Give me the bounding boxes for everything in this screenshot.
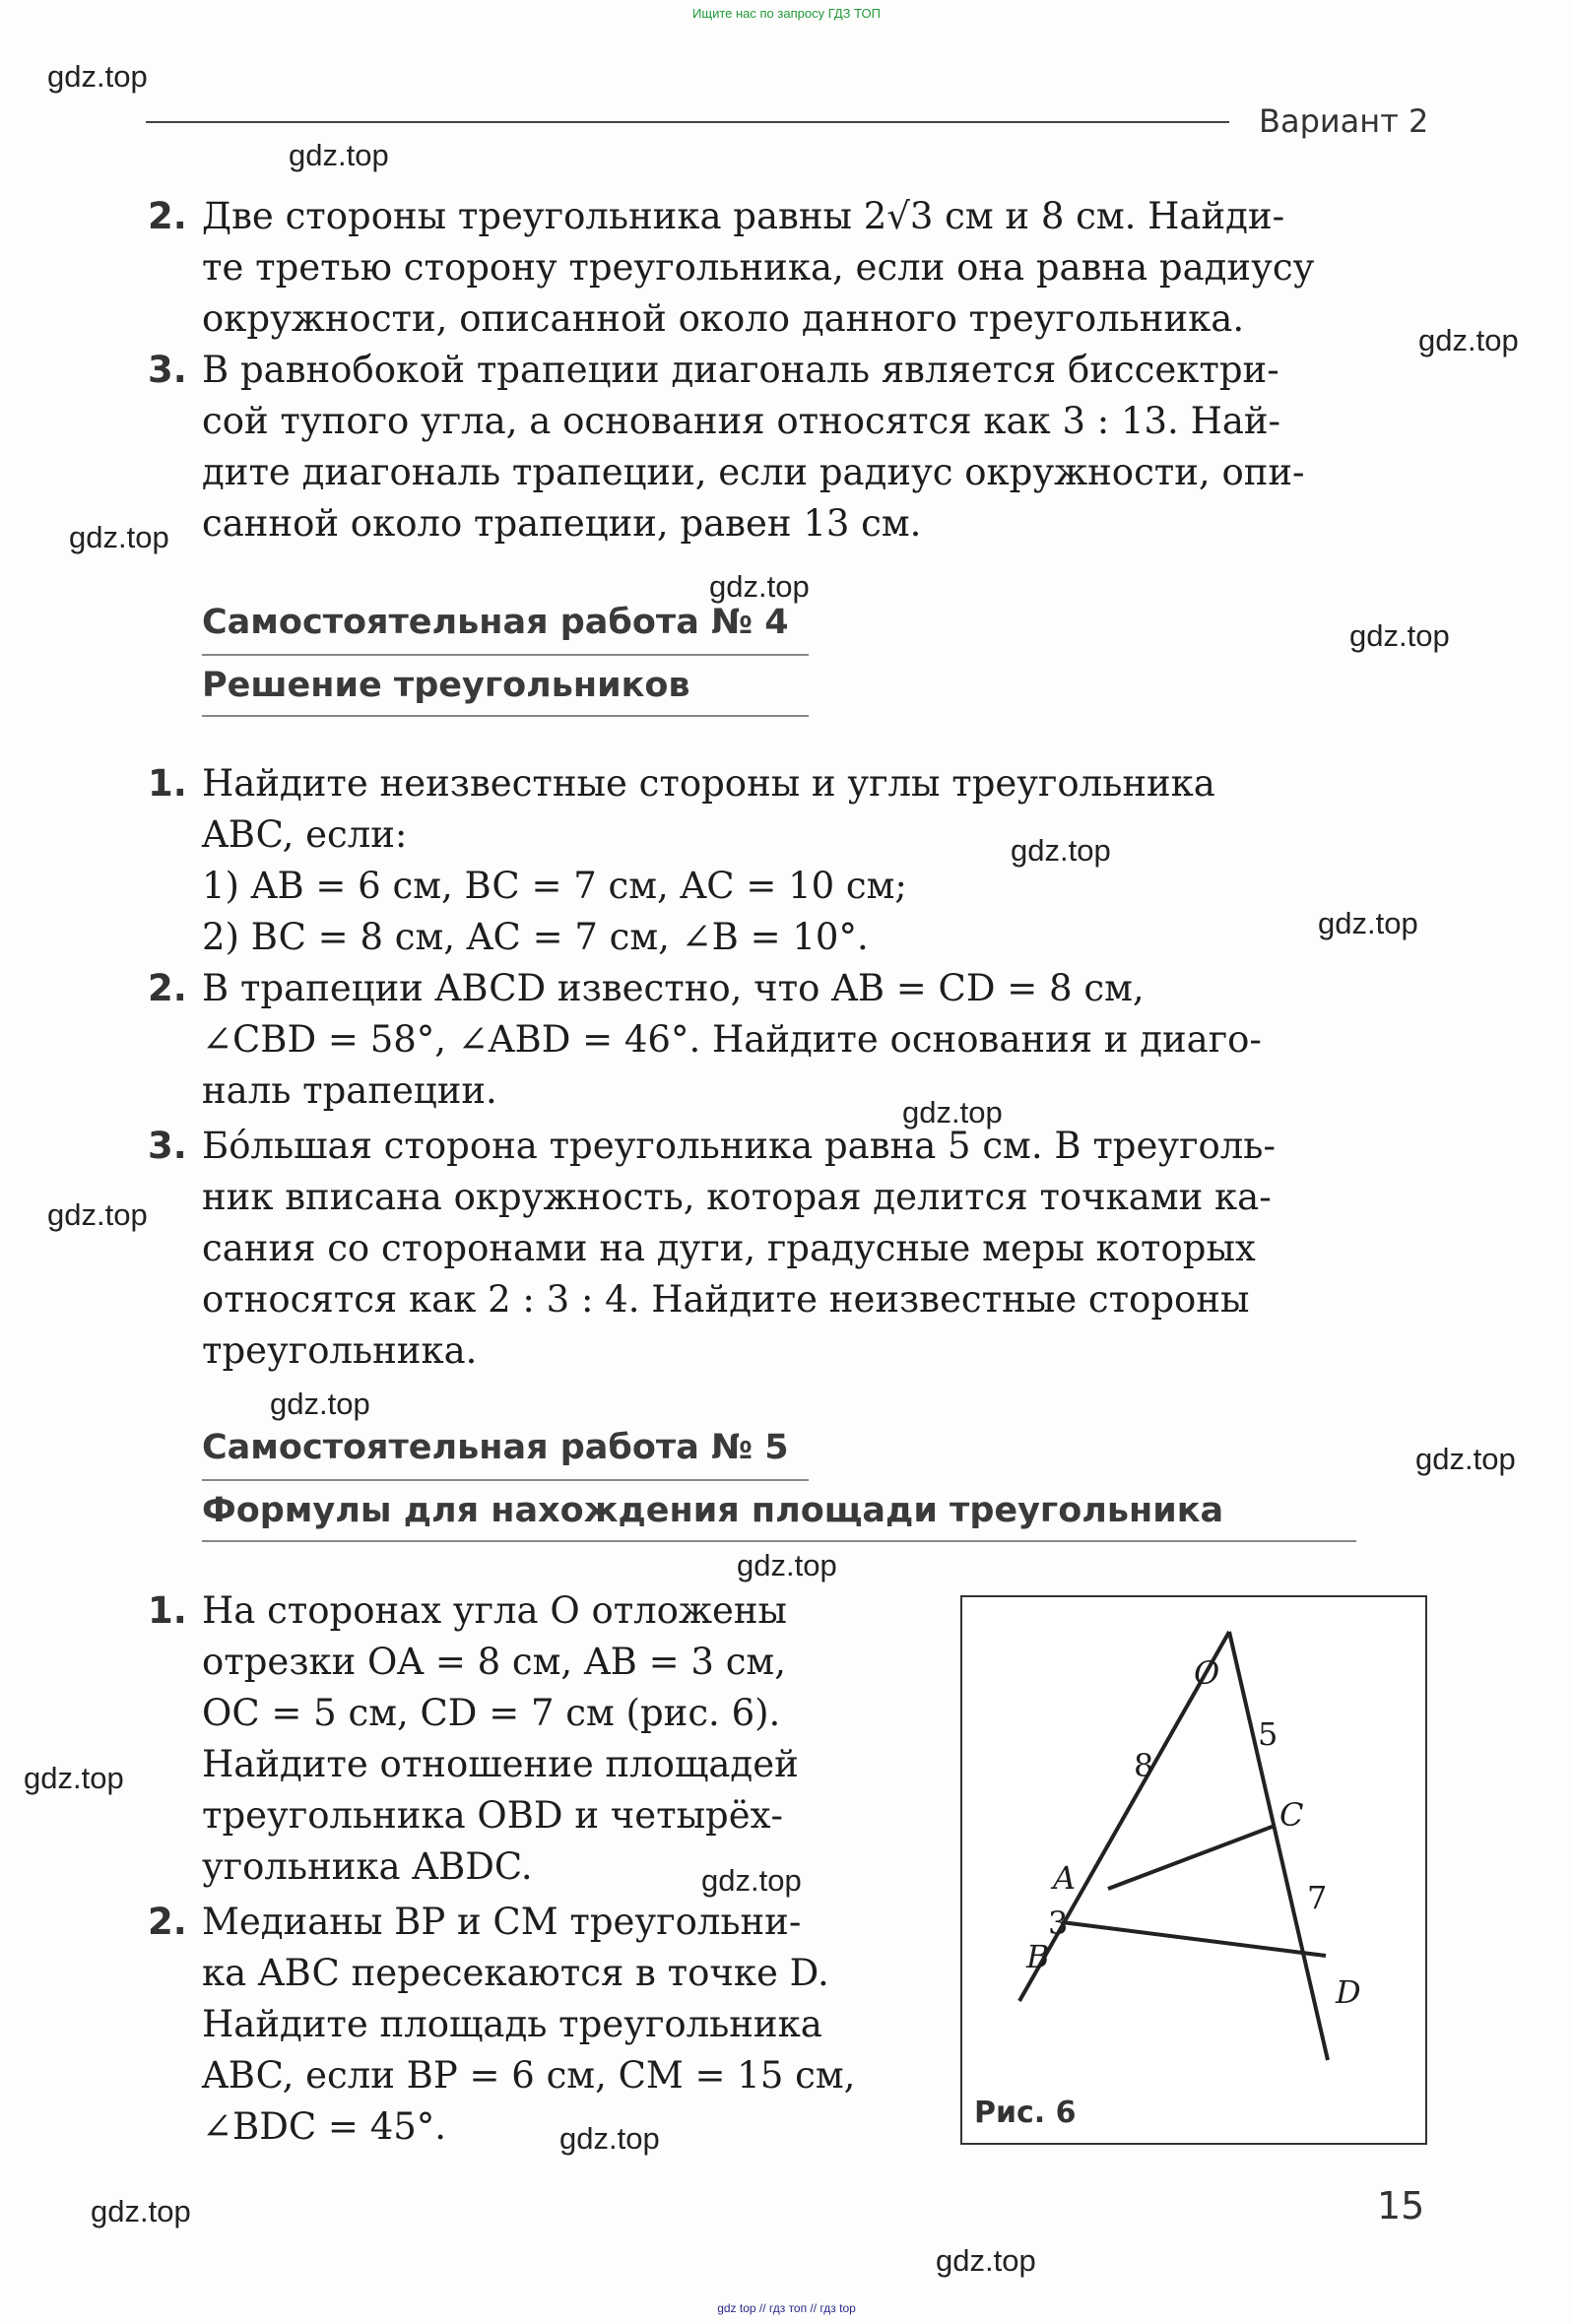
watermark: gdz.top <box>902 1095 1003 1130</box>
watermark: gdz.top <box>936 2243 1036 2278</box>
problem-2 <box>148 191 1426 345</box>
problem-text-line: На сторонах угла O отложены <box>202 1589 788 1632</box>
problem-text-line: ∠BDC = 45°. <box>202 2105 447 2148</box>
top-banner: Ищите нас по запросу ГДЗ ТОП <box>692 6 881 21</box>
title-underline <box>202 654 809 656</box>
problem-number: 3. <box>148 349 187 391</box>
problem-number: 3. <box>148 1125 187 1167</box>
problem-text-line: окружности, описанной около данного треугольника. <box>202 297 1245 340</box>
problem-text-line: В равнобокой трапеции диагональ является биссектри- <box>202 349 1279 391</box>
watermark: gdz.top <box>24 1761 124 1795</box>
watermark: gdz.top <box>289 138 389 172</box>
watermark: gdz.top <box>47 1197 148 1232</box>
point-label-c: C <box>1279 1796 1304 1834</box>
s4-problem-2 <box>148 963 1426 1117</box>
footer-watermark: gdz top // гдз топ // гдз top <box>717 2301 856 2315</box>
watermark: gdz.top <box>1418 323 1519 357</box>
problem-text-line: Медианы BP и CM треугольни- <box>202 1901 802 1943</box>
problem-text-line: Найдите отношение площадей <box>202 1743 799 1785</box>
s4-problem-3 <box>148 1121 1426 1377</box>
problem-text-line: угольника ABDC. <box>202 1845 533 1888</box>
s5-problem-2 <box>148 1897 898 2153</box>
problem-number: 2. <box>148 1901 187 1943</box>
watermark: gdz.top <box>559 2121 660 2156</box>
problem-number: 1. <box>148 762 187 805</box>
segment-label-cd: 7 <box>1307 1879 1328 1916</box>
problem-number: 2. <box>148 195 187 237</box>
segment-label-ab: 3 <box>1048 1904 1069 1942</box>
watermark: gdz.top <box>1415 1442 1516 1476</box>
watermark: gdz.top <box>1011 833 1111 868</box>
problem-text-line: те третью сторону треугольника, если она равна радиусу <box>202 246 1315 289</box>
problem-text-line: Две стороны треугольника равны 2√3 см и 8 см. Найди- <box>202 195 1285 237</box>
problem-text-line: треугольника. <box>202 1329 478 1372</box>
problem-text-line: OC = 5 см, CD = 7 см (рис. 6). <box>202 1692 781 1734</box>
problem-text-line: дите диагональ трапеции, если радиус окружности, опи- <box>202 451 1305 493</box>
figure-caption: Рис. 6 <box>974 2096 1077 2130</box>
header-rule <box>146 121 1229 123</box>
segment-label-oc: 5 <box>1258 1715 1278 1753</box>
problem-text-line: наль трапеции. <box>202 1069 497 1112</box>
figure-6-diagram <box>962 1597 1425 2143</box>
section-4-title: Самостоятельная работа № 4 <box>202 603 789 642</box>
problem-text-line: 1) AB = 6 см, BC = 7 см, AC = 10 см; <box>202 865 907 907</box>
watermark: gdz.top <box>47 59 148 94</box>
problem-text-line: ∠CBD = 58°, ∠ABD = 46°. Найдите основания и диаго- <box>202 1018 1262 1061</box>
ray-od <box>1229 1632 1328 2060</box>
point-label-a: A <box>1053 1859 1077 1897</box>
watermark: gdz.top <box>69 520 169 554</box>
problem-number: 2. <box>148 967 187 1009</box>
problem-text-line: Бóльшая сторона треугольника равна 5 см. В треуголь- <box>202 1125 1276 1167</box>
problem-text-line: отрезки OA = 8 см, AB = 3 см, <box>202 1641 786 1683</box>
page-number: 15 <box>1377 2184 1425 2227</box>
problem-text-line: Найдите площадь треугольника <box>202 2003 822 2045</box>
problem-text-line: относятся как 2 : 3 : 4. Найдите неизвестные стороны <box>202 1278 1250 1321</box>
subtitle-underline <box>202 1540 1356 1542</box>
watermark: gdz.top <box>709 569 810 604</box>
problem-text-line: треугольника OBD и четырёх- <box>202 1794 783 1837</box>
variant-label: Вариант 2 <box>1259 102 1429 140</box>
title-underline <box>202 1479 809 1481</box>
problem-text-line: В трапеции ABCD известно, что AB = CD = 8 см, <box>202 967 1145 1009</box>
problem-3 <box>148 345 1426 549</box>
watermark: gdz.top <box>701 1863 802 1898</box>
segment-label-oa: 8 <box>1134 1747 1154 1784</box>
segment-ac <box>1108 1826 1275 1889</box>
problem-text-line: санной около трапеции, равен 13 см. <box>202 502 922 545</box>
problem-text-line: ABC, если BP = 6 см, CM = 15 см, <box>202 2054 856 2097</box>
watermark: gdz.top <box>1318 906 1418 940</box>
point-label-o: O <box>1194 1654 1220 1692</box>
section-4-subtitle: Решение треугольников <box>202 666 690 705</box>
problem-text-line: ABC, если: <box>202 813 408 856</box>
problem-number: 1. <box>148 1589 187 1632</box>
subtitle-underline <box>202 715 809 717</box>
problem-text-line: Найдите неизвестные стороны и углы треугольника <box>202 762 1215 805</box>
problem-text-line: сой тупого угла, а основания относятся как 3 : 13. Най- <box>202 400 1281 442</box>
problem-text-line: ник вписана окружность, которая делится точками ка- <box>202 1176 1272 1218</box>
watermark: gdz.top <box>1349 618 1450 653</box>
section-5-subtitle: Формулы для нахождения площади треугольника <box>202 1491 1224 1530</box>
s5-problem-1 <box>148 1585 898 1893</box>
watermark: gdz.top <box>91 2194 191 2228</box>
problem-text-line: ка ABC пересекаются в точке D. <box>202 1952 829 1994</box>
figure-6 <box>960 1595 1427 2145</box>
watermark: gdz.top <box>737 1548 837 1582</box>
segment-bd <box>1062 1922 1326 1956</box>
watermark: gdz.top <box>270 1387 370 1421</box>
problem-text-line: 2) BC = 8 см, AC = 7 см, ∠B = 10°. <box>202 916 869 958</box>
point-label-d: D <box>1336 1973 1361 2011</box>
s4-problem-1 <box>148 758 1426 963</box>
problem-text-line: сания со сторонами на дуги, градусные меры которых <box>202 1227 1256 1269</box>
section-5-title: Самостоятельная работа № 5 <box>202 1428 789 1467</box>
point-label-b: B <box>1026 1938 1050 1975</box>
